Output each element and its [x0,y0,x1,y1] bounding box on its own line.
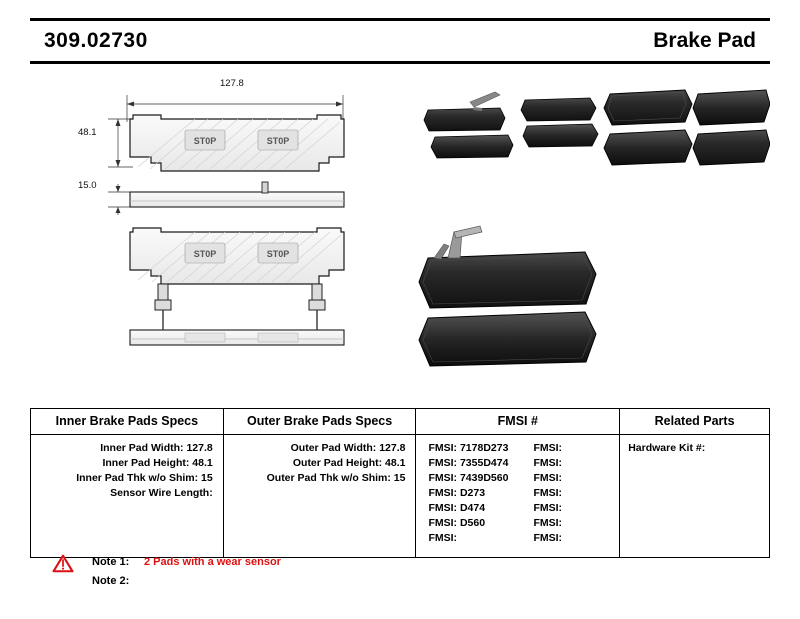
specs-table [30,408,770,558]
inner-specs-body [31,435,223,553]
svg-text:ST0P: ST0P [193,136,217,146]
spec-row: Inner Pad Height: 48.1 [102,457,213,469]
fmsi-column [416,409,620,557]
spec-row: Inner Pad Width: 127.8 [100,442,213,454]
fmsi-number-alt: FMSI: [533,517,563,529]
table-row [428,457,619,472]
fmsi-number-alt: FMSI: [533,442,563,454]
fmsi-number: FMSI: 7355D474 [428,457,509,469]
part-number: 309.02730 [44,29,148,52]
spec-row: Outer Pad Thk w/o Shim: 15 [266,472,406,484]
outer-specs-column [224,409,417,557]
related-parts-column [620,409,770,557]
note-2-label: Note 2: [92,574,130,587]
related-parts-header: Related Parts [620,409,769,435]
table-row [428,487,619,502]
spec-row: Inner Pad Thk w/o Shim: 15 [76,472,213,484]
fmsi-number-alt: FMSI: [533,457,563,469]
fmsi-number: FMSI: 7178D273 [428,442,509,454]
note-2 [92,571,552,590]
warning-icon [52,554,74,573]
fmsi-number-alt: FMSI: [533,472,563,484]
table-row [428,532,619,547]
dimension-label-width: 127.8 [220,78,244,89]
table-row [428,472,619,487]
fmsi-header: FMSI # [416,409,619,435]
fmsi-number: FMSI: D474 [428,502,486,514]
outer-specs-header: Outer Brake Pads Specs [224,409,416,435]
dimension-label-height: 48.1 [78,127,97,138]
technical-drawing [30,62,770,392]
inner-specs-header: Inner Brake Pads Specs [31,409,223,435]
note-1-label: Note 1: [92,555,130,568]
fmsi-number-alt: FMSI: [533,532,563,544]
drawing-svg [30,62,770,392]
table-row [428,502,619,517]
outer-specs-body [224,435,416,553]
fmsi-number-alt: FMSI: [533,502,563,514]
table-row [428,442,619,457]
dimension-label-thickness: 15.0 [78,180,97,191]
svg-text:ST0P: ST0P [266,136,290,146]
fmsi-body [416,435,619,557]
fmsi-number: FMSI: D560 [428,517,486,529]
page-title: Brake Pad [653,29,756,52]
hardware-kit-row: Hardware Kit #: [628,442,706,454]
svg-text:ST0P: ST0P [266,249,290,259]
inner-specs-column [31,409,224,557]
fmsi-number: FMSI: [428,532,458,544]
fmsi-number: FMSI: D273 [428,487,486,499]
spec-row: Sensor Wire Length: [110,487,213,499]
note-1-text: 2 Pads with a wear sensor [144,555,281,568]
spec-row: Outer Pad Width: 127.8 [290,442,406,454]
related-parts-body [620,435,769,553]
notes-section [52,552,552,590]
note-1 [92,552,552,571]
fmsi-number-alt: FMSI: [533,487,563,499]
table-row [428,517,619,532]
page-header [30,18,770,64]
fmsi-number: FMSI: 7439D560 [428,472,509,484]
svg-text:ST0P: ST0P [193,249,217,259]
spec-row: Outer Pad Height: 48.1 [292,457,406,469]
